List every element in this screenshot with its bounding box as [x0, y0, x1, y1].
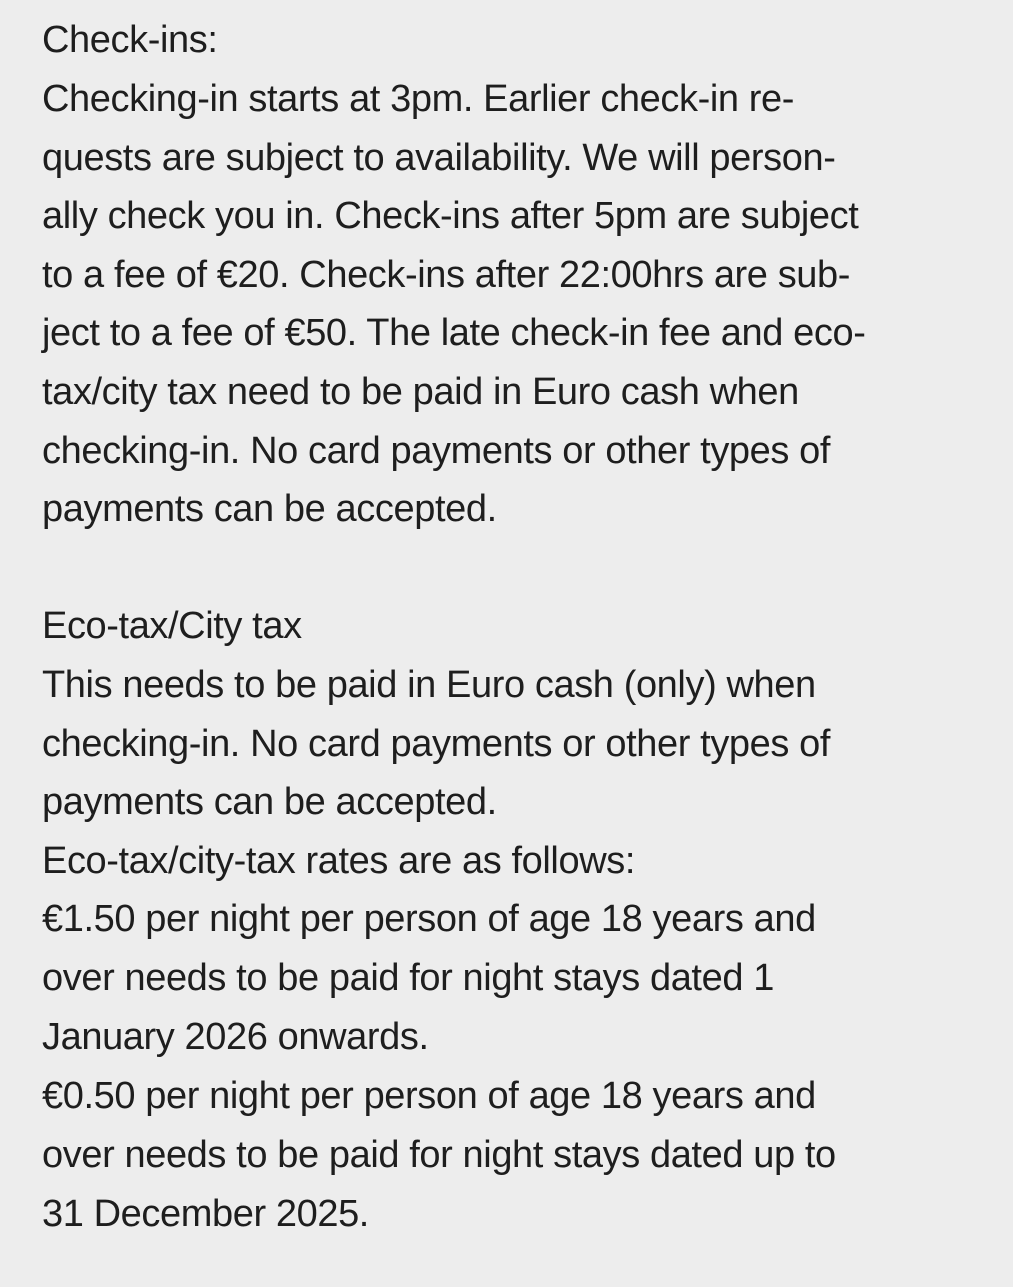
ecotax-line: checking-in. No card payments or other types of	[42, 723, 831, 765]
checkins-heading: Check-ins:	[42, 19, 218, 61]
ecotax-line: This needs to be paid in Euro cash (only) when	[42, 664, 816, 706]
checkins-line: checking-in. No card payments or other types of	[42, 430, 831, 472]
ecotax-line: €1.50 per night per person of age 18 years and	[42, 898, 816, 940]
checkins-line: ject to a fee of €50. The late check-in fee and eco-	[42, 312, 866, 354]
ecotax-line: 31 December 2025.	[42, 1193, 369, 1235]
ecotax-line: over needs to be paid for night stays dated 1	[42, 957, 774, 999]
ecotax-line: €0.50 per night per person of age 18 years and	[42, 1075, 816, 1117]
checkins-line: Checking-in starts at 3pm. Earlier check-in re-	[42, 78, 795, 120]
checkins-line: ally check you in. Check-ins after 5pm are subject	[42, 195, 859, 237]
checkins-line: payments can be accepted.	[42, 488, 497, 530]
ecotax-line: Eco-tax/city-tax rates are as follows:	[42, 840, 636, 882]
checkins-line: to a fee of €20. Check-ins after 22:00hrs are sub-	[42, 254, 851, 296]
ecotax-line: over needs to be paid for night stays dated up to	[42, 1134, 836, 1176]
ecotax-line: payments can be accepted.	[42, 781, 497, 823]
ecotax-heading: Eco-tax/City tax	[42, 605, 302, 647]
ecotax-line: January 2026 onwards.	[42, 1016, 429, 1058]
checkins-line: quests are subject to availability. We will person-	[42, 137, 836, 179]
checkins-line: tax/city tax need to be paid in Euro cash when	[42, 371, 799, 413]
